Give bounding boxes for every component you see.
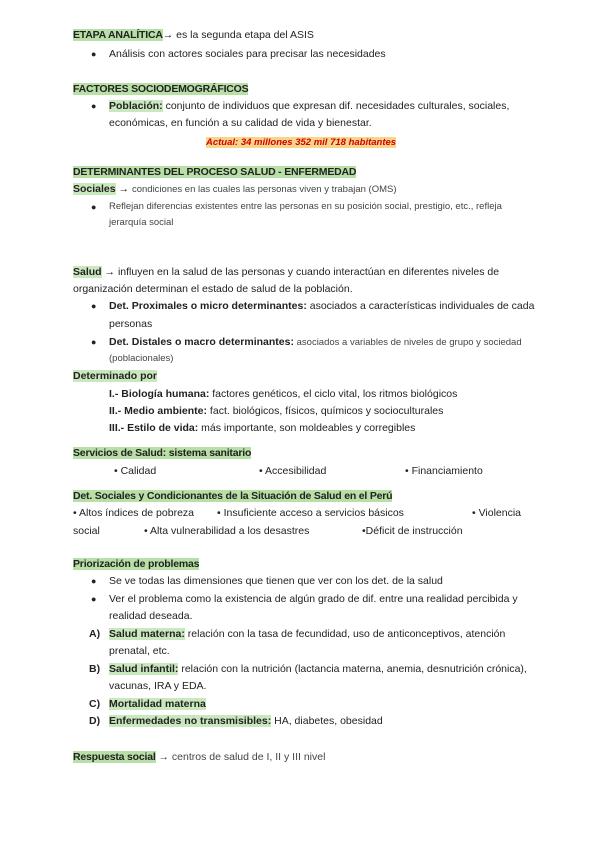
poblacion-text-1: conjunto de individuos que expresan dif. necesidades culturales, sociales, xyxy=(162,100,510,112)
priority-label: Salud infantil: xyxy=(109,663,179,675)
priority-text: relación con la tasa de fecundidad, uso de anticonceptivos, atención xyxy=(184,628,506,640)
priorizacion-bullet-2b: realidad deseada. xyxy=(109,610,193,622)
servicios-line xyxy=(73,446,251,460)
determinado-title: Determinado por xyxy=(73,370,158,382)
servicios-item: • Calidad xyxy=(114,465,157,477)
priorizacion-line xyxy=(73,557,199,571)
det-item xyxy=(109,387,457,401)
priority-item xyxy=(109,714,383,728)
peru-item: •Déficit de instrucción xyxy=(362,525,463,537)
determinantes-line xyxy=(73,165,356,179)
factores-title: FACTORES SOCIODEMOGRÁFICOS xyxy=(73,83,249,95)
prox-label: Det. Proximales o micro determinantes: xyxy=(109,300,307,312)
poblacion-text-2: económicas, en función a su calidad de vida y bienestar. xyxy=(109,117,372,129)
sociales-bullet-2: jerarquía social xyxy=(109,217,174,228)
poblacion-actual: Actual: 34 millones 352 mil 718 habitantes xyxy=(206,137,397,148)
bullet-dot: ● xyxy=(91,49,97,59)
respuesta-line xyxy=(73,750,325,764)
peru-line xyxy=(73,489,392,503)
dist-line xyxy=(109,335,522,350)
priority-label: Enfermedades no transmisibles: xyxy=(109,715,272,727)
bullet-dot: ● xyxy=(91,337,97,347)
bullet-dot: ● xyxy=(91,594,97,604)
peru-title: Det. Sociales y Condicionantes de la Situación de Salud en el Perú xyxy=(73,490,393,502)
sociales-label: Sociales xyxy=(73,183,116,195)
servicios-title: Servicios de Salud: sistema sanitario xyxy=(73,447,252,459)
etapa-desc: → es la segunda etapa del ASIS xyxy=(162,29,314,41)
det-item-text: fact. biológicos, físicos, químicos y socioculturales xyxy=(207,405,444,417)
priority-label: Salud materna: xyxy=(109,628,185,640)
priority-text-2: prenatal, etc. xyxy=(109,645,170,657)
priorizacion-bullet-2a: Ver el problema como la existencia de algún grado de dif. entre una realidad percibida y xyxy=(109,593,518,605)
servicios-item: • Accesibilidad xyxy=(259,465,327,477)
prox-line xyxy=(109,299,534,313)
det-item-label: III.- Estilo de vida: xyxy=(109,422,199,434)
det-item xyxy=(109,404,443,418)
poblacion-label: Población: xyxy=(109,100,163,112)
bullet-dot: ● xyxy=(91,301,97,311)
salud-arrow: → xyxy=(101,266,118,278)
bullet-dot: ● xyxy=(91,576,97,586)
priority-label: Mortalidad materna xyxy=(109,698,206,710)
priority-item xyxy=(109,697,206,711)
etapa-title: ETAPA ANALÍTICA xyxy=(73,29,163,41)
det-item-label: II.- Medio ambiente: xyxy=(109,405,208,417)
priority-text-2: vacunas, IRA y EDA. xyxy=(109,680,207,692)
priority-text: HA, diabetes, obesidad xyxy=(271,715,383,727)
sociales-text: condiciones en las cuales las personas viven y trabajan (OMS) xyxy=(131,184,397,195)
sociales-arrow: → xyxy=(115,183,132,195)
determinado-line xyxy=(73,369,157,383)
prox-text-1: asociados a características individuales de cada xyxy=(306,300,535,312)
respuesta-text: → centros de salud de I, II y III nivel xyxy=(155,751,326,763)
servicios-item: • Financiamiento xyxy=(405,465,483,477)
dist-label: Det. Distales o macro determinantes: xyxy=(109,336,294,348)
priority-letter: C) xyxy=(89,698,101,710)
priority-text: relación con la nutrición (lactancia materna, anemia, desnutrición crónica), xyxy=(178,663,527,675)
dist-text-2: (poblacionales) xyxy=(109,353,174,364)
peru-item: • Insuficiente acceso a servicios básicos xyxy=(217,507,404,519)
det-item xyxy=(109,421,415,435)
prox-text-2: personas xyxy=(109,318,153,330)
peru-item: • Altos índices de pobreza xyxy=(73,507,195,519)
etapa-line xyxy=(73,28,314,42)
det-item-label: I.- Biología humana: xyxy=(109,388,210,400)
det-item-text: más importante, son moldeables y corregibles xyxy=(198,422,416,434)
factores-line xyxy=(73,82,248,96)
priorizacion-title: Priorización de problemas xyxy=(73,558,200,570)
priority-item xyxy=(109,662,527,676)
sociales-bullet-1: Reflejan diferencias existentes entre las personas en su posición social, prestigio, etc., refleja xyxy=(109,201,502,212)
priority-letter: A) xyxy=(89,628,101,640)
actual-line xyxy=(206,135,396,150)
etapa-bullet: Análisis con actores sociales para precisar las necesidades xyxy=(109,48,386,60)
poblacion-line xyxy=(109,99,509,113)
sociales-line xyxy=(73,182,397,197)
bullet-dot: ● xyxy=(91,202,97,212)
determinantes-title: DETERMINANTES DEL PROCESO SALUD - ENFERMEDAD xyxy=(73,166,357,178)
priority-item xyxy=(109,627,505,641)
salud-text-2: organización determinan el estado de salud de la población. xyxy=(73,283,353,295)
salud-label: Salud xyxy=(73,266,102,278)
priority-letter: B) xyxy=(89,663,101,675)
peru-item: • Alta vulnerabilidad a los desastres xyxy=(144,525,310,537)
salud-line xyxy=(73,265,499,279)
peru-item: social xyxy=(73,525,100,537)
det-item-text: factores genéticos, el ciclo vital, los ritmos biológicos xyxy=(209,388,458,400)
salud-text-1: influyen en la salud de las personas y cuando interactúan en diferentes niveles de xyxy=(117,266,500,278)
priority-letter: D) xyxy=(89,715,101,727)
bullet-dot: ● xyxy=(91,101,97,111)
dist-text-1: asociados a variables de niveles de grupo y sociedad xyxy=(293,337,522,348)
respuesta-title: Respuesta social xyxy=(73,751,156,763)
priorizacion-bullet-1: Se ve todas las dimensiones que tienen que ver con los det. de la salud xyxy=(109,575,443,587)
peru-item: • Violencia xyxy=(472,507,522,519)
